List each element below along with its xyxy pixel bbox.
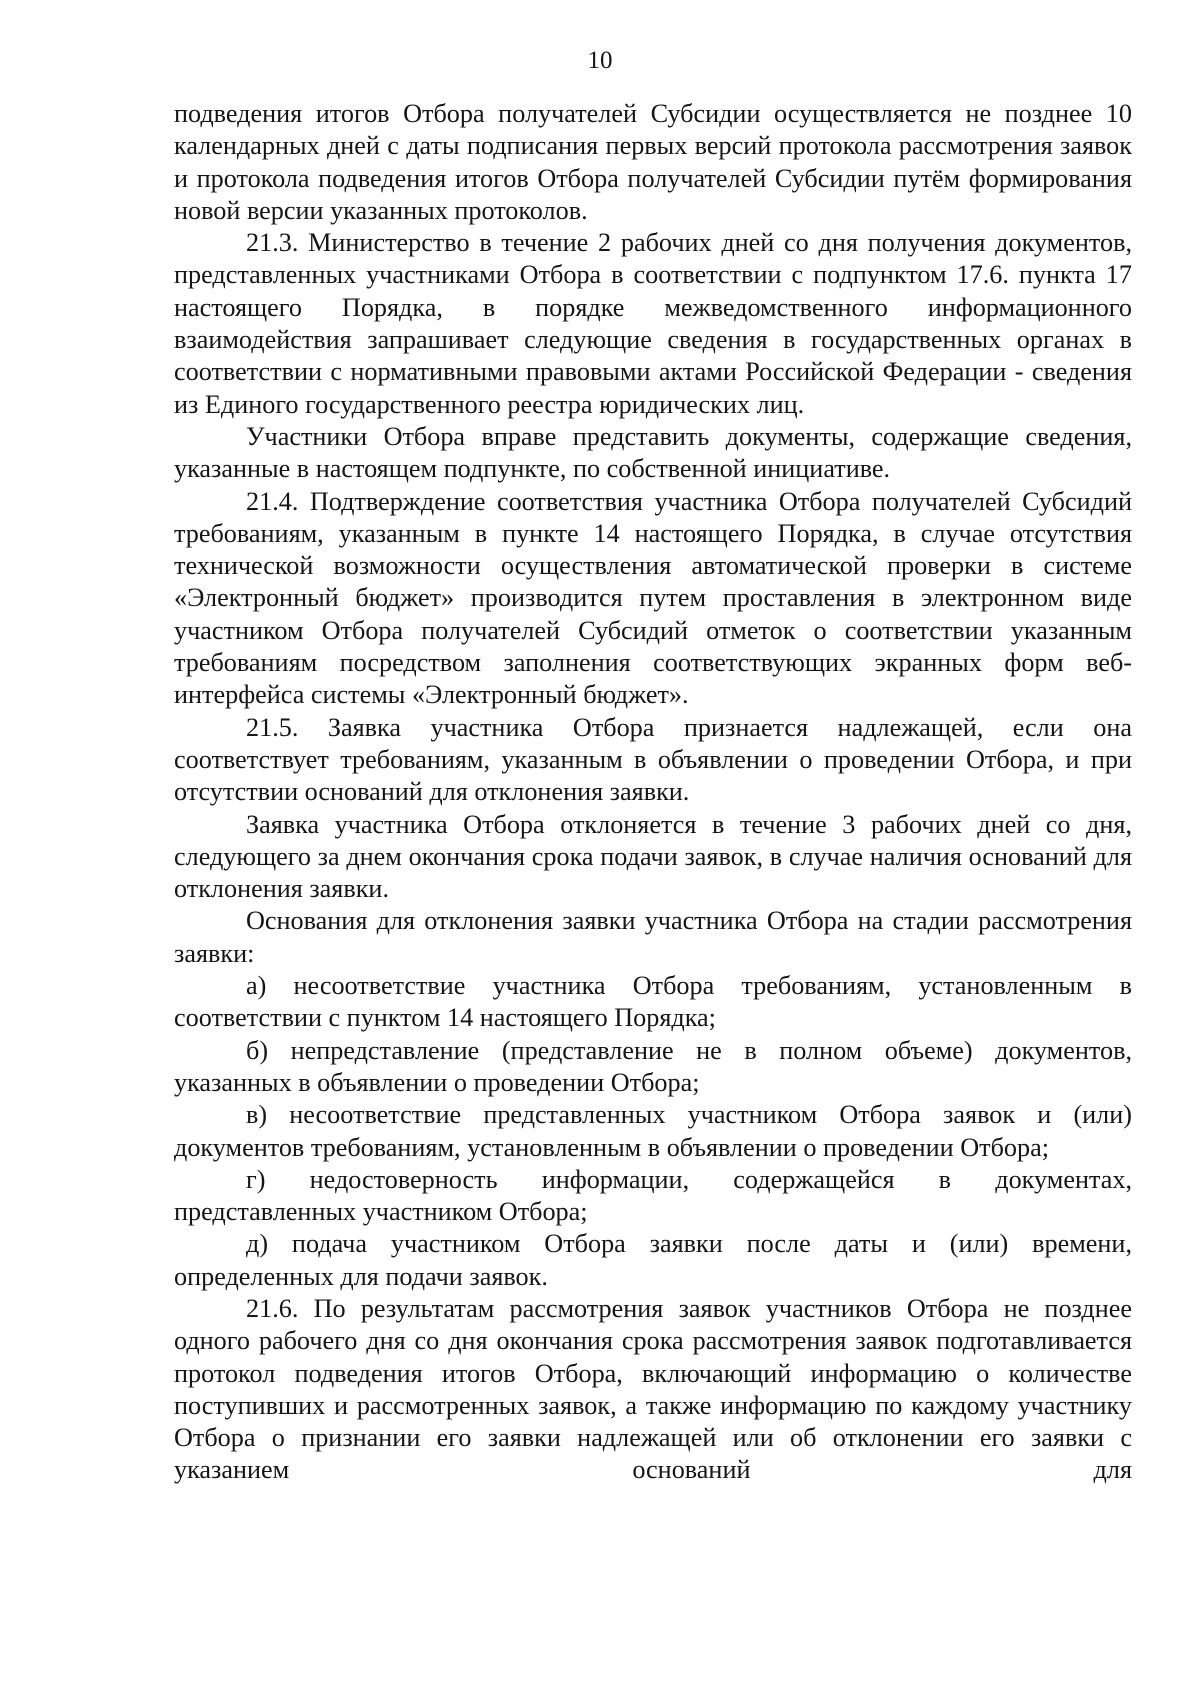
- list-item-b: б) непредставление (представление не в полном объеме) документов, указанных в объявлении о проведении Отбора;: [174, 1035, 1132, 1097]
- paragraph-participants-right: Участники Отбора вправе представить документы, содержащие сведения, указанные в настоящем подпункте, по собственной инициативе.: [174, 421, 1132, 484]
- document-body: [174, 98, 1132, 1487]
- list-item-g: г) недостоверность информации, содержащейся в документах, представленных участником Отбора;: [174, 1164, 1132, 1227]
- page-number: 10: [587, 47, 613, 74]
- list-item-d: д) подача участником Отбора заявки после даты и (или) времени, определенных для подачи заявок.: [174, 1229, 1132, 1291]
- paragraph-21-3: 21.3. Министерство в течение 2 рабочих дней со дня получения документов, представленных участниками Отбора в соответствии с подпунктом 17.6. пункта 17 настоящего Порядка, в порядке межведомственного информационного взаимодействия запрашивает следующие сведения в государственных органах в соответствии с нормативными правовыми актами Российской Федерации - сведения из Единого государственного реестра юридических лиц.: [174, 228, 1132, 419]
- paragraph-rejection-grounds: Основания для отклонения заявки участника Отбора на стадии рассмотрения заявки:: [174, 906, 1132, 968]
- list-item-a: а) несоответствие участника Отбора требованиям, установленным в соответствии с пунктом 14 настоящего Порядка;: [174, 971, 1132, 1033]
- paragraph-21-6: 21.6. По результатам рассмотрения заявок участников Отбора не позднее одного рабочего дня со дня окончания срока рассмотрения заявок подготавливается протокол подведения итогов Отбора, включающий информацию о количестве поступивших и рассмотренных заявок, а также информацию по каждому участнику Отбора о признании его заявки надлежащей или об отклонении его заявки с указанием оснований для: [174, 1293, 1132, 1485]
- list-item-v: в) несоответствие представленных участником Отбора заявок и (или) документов требованиям, установленным в объявлении о проведении Отбора;: [174, 1100, 1132, 1162]
- paragraph-rejection-term: Заявка участника Отбора отклоняется в течение 3 рабочих дней со дня, следующего за днем окончания срока подачи заявок, в случае наличия оснований для отклонения заявки.: [174, 809, 1132, 904]
- paragraph-continuation: подведения итогов Отбора получателей Субсидии осуществляется не позднее 10 календарных дней с даты подписания первых версий протокола рассмотрения заявок и протокола подведения итогов Отбора получателей Субсидии путём формирования новой версии указанных протоколов.: [174, 99, 1132, 225]
- paragraph-21-4: 21.4. Подтверждение соответствия участника Отбора получателей Субсидий требованиям, указанным в пункте 14 настоящего Порядка, в случае отсутствия технической возможности осуществления автоматической проверки в системе «Электронный бюджет» производится путем проставления в электронном виде участником Отбора получателей Субсидий отметок о соответствии указанным требованиям посредством заполнения соответствующих экранных форм веб-интерфейса системы «Электронный бюджет».: [174, 486, 1132, 710]
- paragraph-21-5: 21.5. Заявка участника Отбора признается надлежащей, если она соответствует требованиям, указанным в объявлении о проведении Отбора, и при отсутствии оснований для отклонения заявки.: [174, 712, 1132, 807]
